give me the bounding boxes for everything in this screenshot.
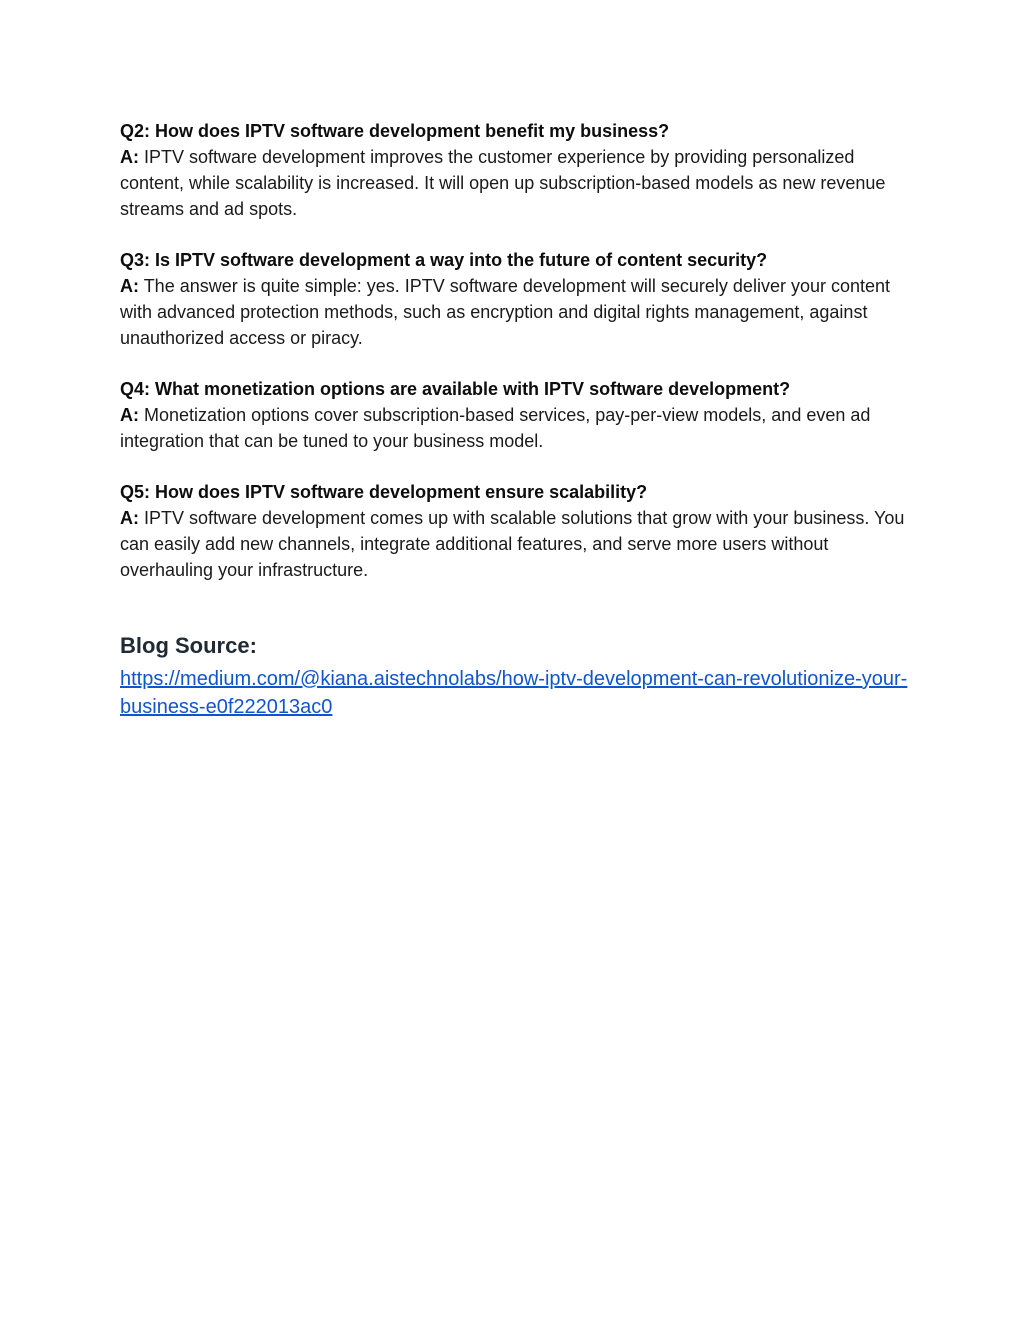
faq-question: Q3: Is IPTV software development a way into the future of content security? [120,250,768,270]
answer-prefix: A: [120,508,139,528]
faq-answer [120,505,910,583]
answer-text: The answer is quite simple: yes. IPTV software development will securely deliver your content with advanced protection methods, such as encryption and digital rights management, against unauthorized access or piracy. [120,276,891,348]
faq-answer [120,273,910,351]
faq-answer [120,144,910,222]
faq-item-q2 [120,118,910,222]
answer-text: Monetization options cover subscription-based services, pay-per-view models, and even ad integration that can be tuned to your business model. [120,405,871,451]
answer-text: IPTV software development improves the customer experience by providing personalized content, while scalability is increased. It will open up subscription-based models as new revenue streams and ad spots. [120,147,886,219]
faq-question: Q5: How does IPTV software development ensure scalability? [120,482,648,502]
faq-item-q5 [120,479,910,583]
faq-answer [120,402,910,454]
answer-prefix: A: [120,147,139,167]
blog-source-heading: Blog Source: [120,633,257,658]
faq-item-q4 [120,376,910,454]
answer-prefix: A: [120,405,139,425]
faq-question: Q2: How does IPTV software development benefit my business? [120,121,670,141]
answer-text: IPTV software development comes up with scalable solutions that grow with your business. You can easily add new channels, integrate additional features, and serve more users without overhauling your infrastructure. [120,508,905,580]
document-content [120,118,910,721]
answer-prefix: A: [120,276,139,296]
blog-source-section [120,631,910,721]
blog-source-link[interactable]: https://medium.com/@kiana.aistechnolabs/how-iptv-development-can-revolutionize-your-business-e0f222013ac0 [120,668,908,718]
faq-question: Q4: What monetization options are available with IPTV software development? [120,379,791,399]
faq-item-q3 [120,247,910,351]
